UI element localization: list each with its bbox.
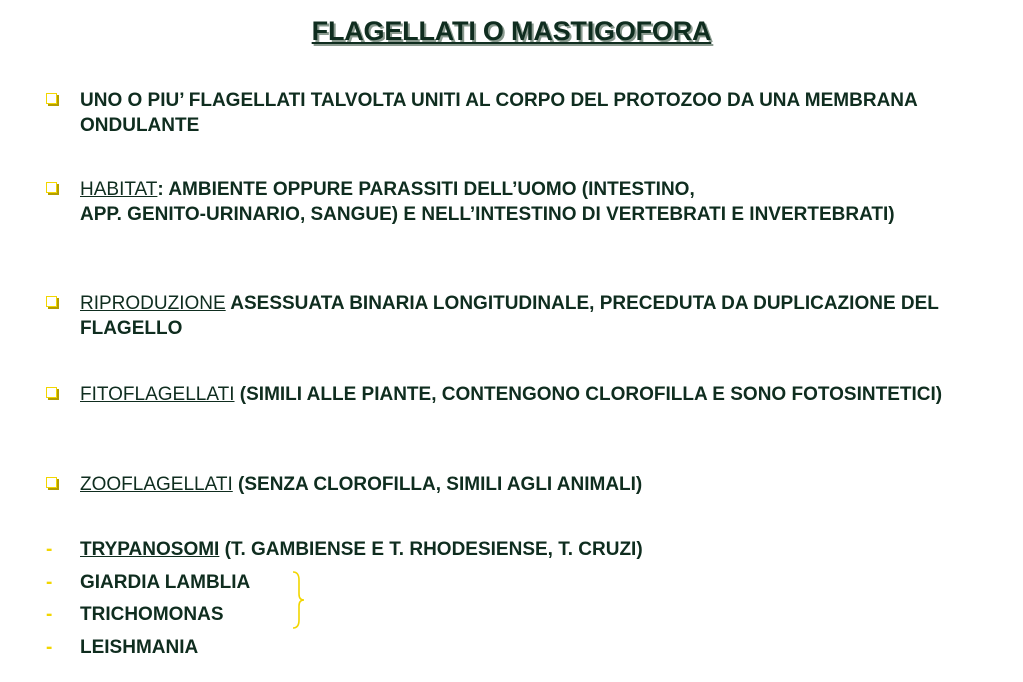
bullet-text: UNO O PIU’ FLAGELLATI TALVOLTA UNITI AL CORPO DEL PROTOZOO DA UNA MEMBRANA ONDULANTE <box>80 90 918 136</box>
term-trypanosomi: TRYPANOSOMI <box>80 539 220 560</box>
hollow-square-icon <box>46 387 57 398</box>
term-habitat: HABITAT <box>80 179 158 200</box>
bullet-flagella <box>46 88 986 138</box>
list-item-giardia: GIARDIA LAMBLIA <box>80 572 251 593</box>
hollow-square-icon <box>46 477 57 488</box>
bullet-riproduzione <box>46 291 986 341</box>
habitat-line-1: : AMBIENTE OPPURE PARASSITI DELL’UOMO (INTESTINO, <box>157 179 695 200</box>
dash-icon: - <box>46 604 53 625</box>
curly-brace-icon <box>289 570 307 630</box>
trypanosomi-text: (T. GAMBIENSE E T. RHODESIENSE, T. CRUZI) <box>219 539 643 560</box>
bullet-text <box>80 177 986 227</box>
bullet-text <box>80 472 986 497</box>
bullet-fitoflagellati <box>46 382 986 407</box>
bullet-text <box>80 382 986 407</box>
bullet-zooflagellati <box>46 472 986 497</box>
hollow-square-icon <box>46 182 57 193</box>
dash-icon: - <box>46 539 53 560</box>
term-riproduzione: RIPRODUZIONE <box>80 293 226 314</box>
hollow-square-icon <box>46 296 57 307</box>
dash-icon: - <box>46 572 53 593</box>
bullet-habitat <box>46 177 986 227</box>
term-zooflagellati: ZOOFLAGELLATI <box>80 474 233 495</box>
zooflagellati-text: (SENZA CLOROFILLA, SIMILI AGLI ANIMALI) <box>232 474 643 495</box>
bullet-text <box>80 291 986 341</box>
riproduzione-text: ASESSUATA BINARIA LONGITUDINALE, PRECEDUTA DA DUPLICAZIONE DEL FLAGELLO <box>80 293 939 339</box>
list-item-leishmania: LEISHMANIA <box>80 637 199 658</box>
list-item-trypanosomi <box>80 537 643 562</box>
term-fitoflagellati: FITOFLAGELLATI <box>80 384 235 405</box>
fitoflagellati-text: (SIMILI ALLE PIANTE, CONTENGONO CLOROFILLA E SONO FOTOSINTETICI) <box>234 384 943 405</box>
page-title: FLAGELLATI O MASTIGOFORA <box>311 16 712 46</box>
habitat-line-2: APP. GENITO-URINARIO, SANGUE) E NELL’INTESTINO DI VERTEBRATI E INVERTEBRATI) <box>80 204 895 225</box>
hollow-square-icon <box>46 93 57 104</box>
dash-icon: - <box>46 637 53 658</box>
list-item-trichomonas: TRICHOMONAS <box>80 604 224 625</box>
